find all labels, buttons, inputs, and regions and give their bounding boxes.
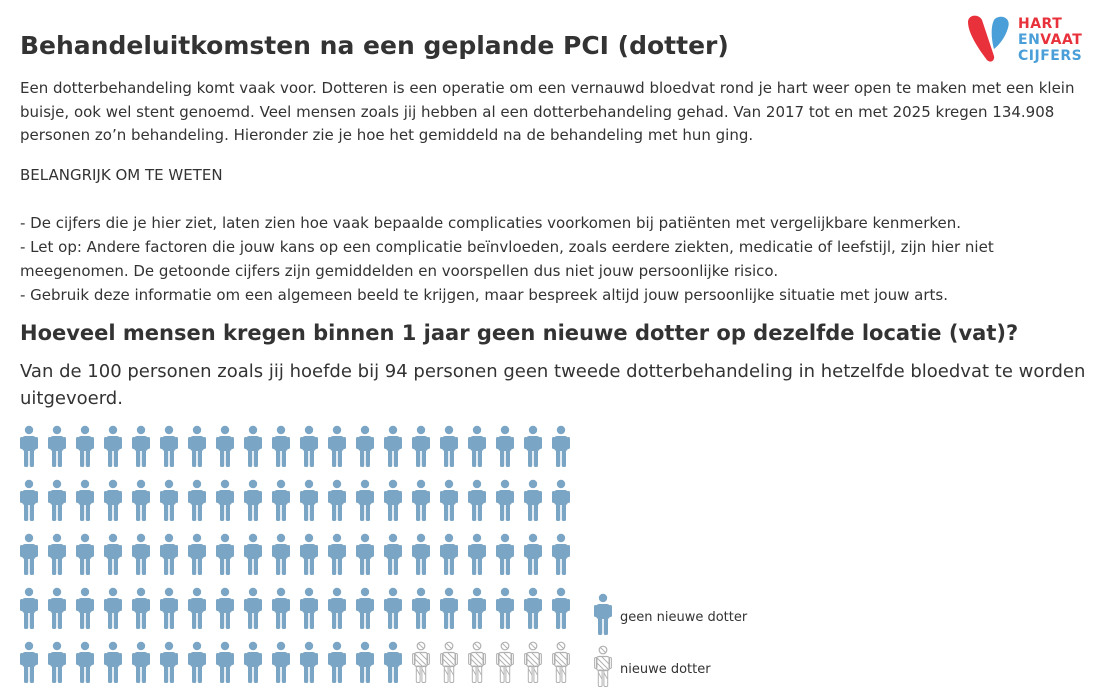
intro-paragraph: Een dotterbehandeling komt vaak voor. Dotteren is een operatie om een vernauwd bloedvat rond je hart weer open te maken met een klein buisje, ook wel stent genoemd. Veel mensen zoals jij hebben al een dotterbehandeling gehad. Van 2017 tot en met 2025 kregen 134.908 personen zo’n behandeling. Hieronder zie je hoe het gemiddeld na de behandeling met hun ging. — [20, 79, 1075, 144]
person-filled-icon — [216, 641, 234, 683]
person-filled-icon — [20, 641, 38, 683]
person-filled-icon — [244, 533, 262, 575]
person-filled-icon — [524, 425, 542, 467]
person-filled-icon — [20, 479, 38, 521]
person-filled-icon — [328, 479, 346, 521]
bullet-1: - De cijfers die je hier ziet, laten zien hoe vaak bepaalde complicaties voorkomen bij patiënten met vergelijkbare kenmerken. — [20, 214, 962, 232]
person-filled-icon — [468, 425, 486, 467]
person-filled-icon — [244, 425, 262, 467]
person-filled-icon — [132, 533, 150, 575]
person-filled-icon — [356, 587, 374, 629]
person-filled-icon — [244, 479, 262, 521]
person-filled-icon — [48, 533, 66, 575]
person-filled-icon — [356, 641, 374, 683]
person-filled-icon — [594, 593, 612, 635]
person-filled-icon — [300, 479, 318, 521]
person-filled-icon — [48, 587, 66, 629]
person-filled-icon — [384, 479, 402, 521]
logo-line-2 — [1018, 32, 1082, 48]
legend-new-dotter-label: nieuwe dotter — [620, 662, 711, 677]
person-filled-icon — [412, 479, 430, 521]
hart-en-vaat-cijfers-logo[interactable] — [966, 14, 1101, 64]
person-filled-icon — [552, 533, 570, 575]
person-filled-icon — [496, 587, 514, 629]
person-filled-icon — [496, 425, 514, 467]
person-filled-icon — [216, 425, 234, 467]
person-icon-array — [20, 425, 580, 695]
person-filled-icon — [440, 533, 458, 575]
person-filled-icon — [76, 587, 94, 629]
person-filled-icon — [48, 479, 66, 521]
person-filled-icon — [48, 641, 66, 683]
person-filled-icon — [188, 425, 206, 467]
person-crossed-icon — [440, 641, 458, 683]
logo-line-1: HART — [1018, 16, 1063, 32]
person-filled-icon — [328, 533, 346, 575]
important-bullets — [20, 211, 1095, 307]
person-filled-icon — [188, 533, 206, 575]
person-crossed-icon — [552, 641, 570, 683]
person-filled-icon — [188, 641, 206, 683]
person-filled-icon — [160, 533, 178, 575]
person-filled-icon — [48, 425, 66, 467]
person-filled-icon — [160, 587, 178, 629]
person-filled-icon — [524, 479, 542, 521]
person-filled-icon — [216, 587, 234, 629]
person-filled-icon — [524, 533, 542, 575]
person-filled-icon — [300, 587, 318, 629]
person-filled-icon — [552, 479, 570, 521]
person-filled-icon — [384, 641, 402, 683]
person-filled-icon — [300, 425, 318, 467]
person-filled-icon — [244, 587, 262, 629]
bullet-3: - Gebruik deze informatie om een algemeen beeld te krijgen, maar bespreek altijd jouw persoonlijke situatie met jouw arts. — [20, 286, 948, 304]
person-filled-icon — [524, 587, 542, 629]
person-filled-icon — [384, 425, 402, 467]
person-filled-icon — [272, 533, 290, 575]
section-text: Van de 100 personen zoals jij hoefde bij 94 personen geen tweede dotterbehandeling in hetzelfde bloedvat te worden uitgevoerd. — [20, 361, 1086, 409]
person-filled-icon — [216, 479, 234, 521]
person-filled-icon — [300, 533, 318, 575]
person-filled-icon — [496, 533, 514, 575]
person-filled-icon — [160, 641, 178, 683]
person-filled-icon — [328, 641, 346, 683]
logo-line-3: CIJFERS — [1018, 48, 1083, 64]
person-filled-icon — [468, 479, 486, 521]
person-filled-icon — [76, 425, 94, 467]
person-filled-icon — [132, 641, 150, 683]
person-filled-icon — [188, 587, 206, 629]
person-filled-icon — [356, 533, 374, 575]
person-filled-icon — [552, 587, 570, 629]
person-filled-icon — [132, 587, 150, 629]
person-filled-icon — [104, 533, 122, 575]
person-filled-icon — [384, 533, 402, 575]
person-filled-icon — [412, 533, 430, 575]
person-filled-icon — [328, 425, 346, 467]
person-filled-icon — [440, 425, 458, 467]
person-filled-icon — [188, 479, 206, 521]
person-filled-icon — [552, 425, 570, 467]
person-filled-icon — [20, 425, 38, 467]
person-filled-icon — [384, 587, 402, 629]
person-filled-icon — [328, 587, 346, 629]
heart-logo-icon — [966, 14, 1016, 64]
section-title: Hoeveel mensen kregen binnen 1 jaar geen nieuwe dotter op dezelfde locatie (vat)? — [20, 321, 1019, 345]
person-filled-icon — [440, 479, 458, 521]
person-filled-icon — [412, 587, 430, 629]
person-filled-icon — [272, 425, 290, 467]
person-filled-icon — [160, 425, 178, 467]
person-filled-icon — [104, 479, 122, 521]
person-filled-icon — [76, 533, 94, 575]
person-filled-icon — [104, 641, 122, 683]
person-filled-icon — [104, 425, 122, 467]
page-title: Behandeluitkomsten na een geplande PCI (dotter) — [20, 31, 729, 60]
person-filled-icon — [244, 641, 262, 683]
person-filled-icon — [468, 533, 486, 575]
person-filled-icon — [132, 425, 150, 467]
legend-no-new-dotter-label: geen nieuwe dotter — [620, 610, 748, 625]
person-filled-icon — [272, 641, 290, 683]
person-filled-icon — [76, 479, 94, 521]
person-filled-icon — [20, 587, 38, 629]
logo-text — [1018, 16, 1082, 64]
person-filled-icon — [496, 479, 514, 521]
person-filled-icon — [272, 479, 290, 521]
person-filled-icon — [160, 479, 178, 521]
person-filled-icon — [356, 479, 374, 521]
person-filled-icon — [272, 587, 290, 629]
person-filled-icon — [412, 425, 430, 467]
logo-line-2-en: EN — [1018, 32, 1041, 48]
person-filled-icon — [104, 587, 122, 629]
person-filled-icon — [300, 641, 318, 683]
person-crossed-icon — [524, 641, 542, 683]
person-filled-icon — [356, 425, 374, 467]
person-crossed-icon — [412, 641, 430, 683]
person-crossed-icon — [594, 645, 612, 687]
person-crossed-icon — [496, 641, 514, 683]
person-filled-icon — [440, 587, 458, 629]
person-filled-icon — [216, 533, 234, 575]
logo-line-2-vaat: VAAT — [1040, 32, 1083, 48]
important-heading: BELANGRIJK OM TE WETEN — [20, 166, 223, 184]
person-crossed-icon — [468, 641, 486, 683]
person-filled-icon — [20, 533, 38, 575]
person-filled-icon — [76, 641, 94, 683]
person-filled-icon — [468, 587, 486, 629]
person-filled-icon — [132, 479, 150, 521]
bullet-2: - Let op: Andere factoren die jouw kans op een complicatie beïnvloeden, zoals eerdere ziekten, medicatie of leefstijl, zijn hier niet meegenomen. De getoonde cijfers zijn gemiddelden en voorspellen dus niet jouw persoonlijke risico. — [20, 238, 994, 280]
